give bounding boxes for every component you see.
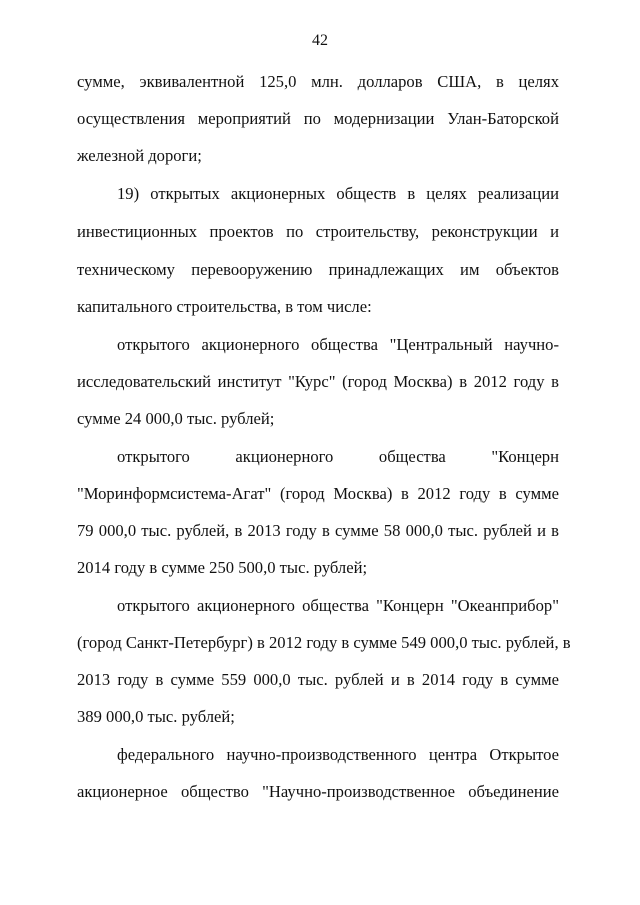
text-line-11: открытого акционерного общества "Концерн xyxy=(117,447,559,466)
text-line-8: открытого акционерного общества "Центральный научно- xyxy=(117,335,559,354)
page-number: 42 xyxy=(312,32,328,49)
text-line-10: сумме 24 000,0 тыс. рублей; xyxy=(77,409,275,428)
text-line-16: (город Санкт-Петербург) в 2012 году в сумме 549 000,0 тыс. рублей, в xyxy=(77,633,571,652)
text-line-1: сумме, эквивалентной 125,0 млн. долларов США, в целях xyxy=(77,72,559,91)
text-line-4: 19) открытых акционерных обществ в целях реализации xyxy=(117,184,559,203)
text-line-18: 389 000,0 тыс. рублей; xyxy=(77,707,235,726)
text-line-3: железной дороги; xyxy=(77,146,202,165)
text-line-13: 79 000,0 тыс. рублей, в 2013 году в сумме 58 000,0 тыс. рублей и в xyxy=(77,521,559,540)
text-line-5: инвестиционных проектов по строительству, реконструкции и xyxy=(77,222,559,241)
text-line-9: исследовательский институт "Курс" (город Москва) в 2012 году в xyxy=(77,372,559,391)
text-line-17: 2013 году в сумме 559 000,0 тыс. рублей и в 2014 году в сумме xyxy=(77,670,559,689)
text-line-20: акционерное общество "Научно-производственное объединение xyxy=(77,782,559,801)
text-line-2: осуществления мероприятий по модернизации Улан-Баторской xyxy=(77,109,559,128)
text-line-19: федерального научно-производственного центра Открытое xyxy=(117,745,559,764)
text-line-14: 2014 году в сумме 250 500,0 тыс. рублей; xyxy=(77,558,368,577)
text-line-7: капитального строительства, в том числе: xyxy=(77,297,372,316)
text-line-12: "Моринформсистема-Агат" (город Москва) в 2012 году в сумме xyxy=(77,484,559,503)
text-line-15: открытого акционерного общества "Концерн "Океанприбор" xyxy=(117,596,559,615)
text-line-6: техническому перевооружению принадлежащих им объектов xyxy=(77,260,559,279)
